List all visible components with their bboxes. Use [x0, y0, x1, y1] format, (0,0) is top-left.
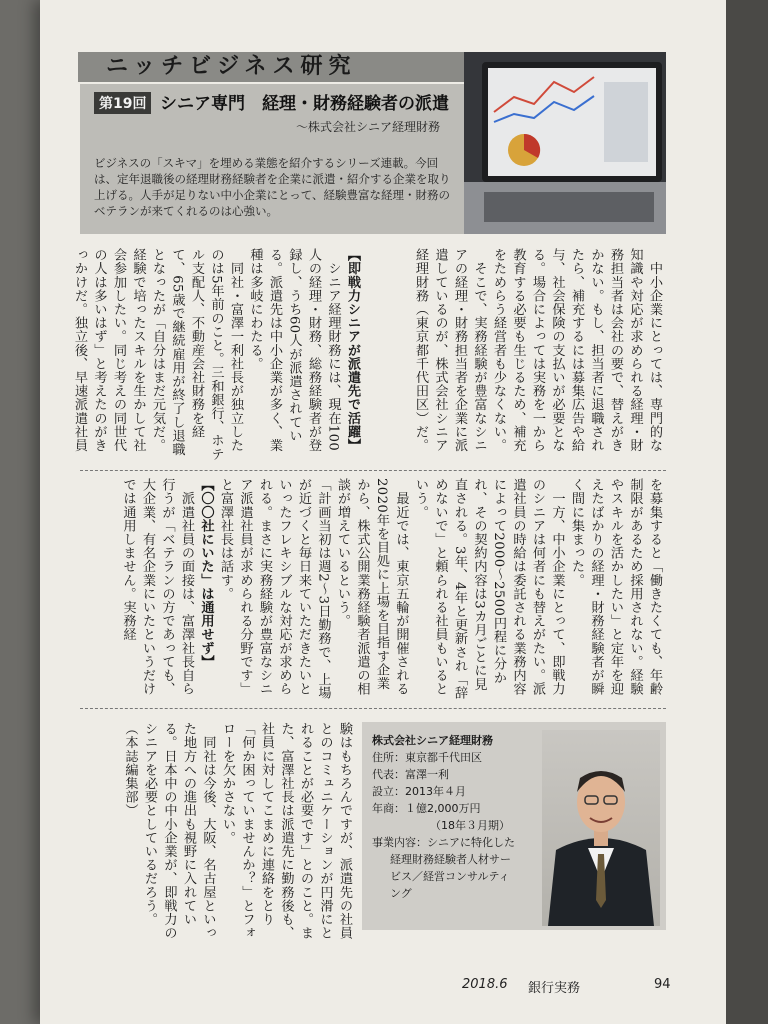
profile-business: 経理財務経験者人材サー [390, 853, 511, 866]
paragraph: 最近では、東京五輪が開催される2020年を目処に上場を目指す企業から、株式公開業務経験者派遣の相談が増えているという。 [335, 478, 409, 696]
paragraph: を募集すると「働きたくても、年齢制限があるため採用されない。経験やスキルを活かしたい」と定年を迎えたばかりの経理・財務経験者が瞬く間に集まった。 [569, 478, 662, 696]
lead-paragraph: ビジネスの「スキマ」を埋める業態を紹介するシリーズ連載。今回は、定年退職後の経理財務経験者を企業に派遣・紹介する企業を取り上げる。人手が足りない中小企業にとって、経験豊富な経理・財務のベテランが来てくれるのは心強い。 [94, 156, 451, 218]
article-column-upper-left [72, 248, 362, 464]
article-headline: シニア専門 経理・財務経験者の派遣 [160, 94, 449, 114]
footer-magazine: 銀行実務 [528, 981, 581, 996]
profile-revenue: 年商：１億2,000万円 [372, 802, 481, 815]
profile-revenue-period: （18年３月期） [430, 819, 510, 832]
paragraph: 同社は今後、大阪、名古屋といった地方への進出も視野に入れている。日本中の中小企業が、即戦力のシニアを必要としているだろう。 [142, 722, 216, 940]
byline: （本誌編集部） [122, 722, 138, 818]
company-subtitle: ～株式会社シニア経理財務 [296, 120, 441, 134]
article-column-upper-right [366, 248, 664, 464]
paragraph: シニア経理財務には、現在100人の経理・財務、総務経験者が登録し、うち60人が派遣されている。派遣先は中小企業が多く、業種は多岐にわたる。 [247, 248, 341, 452]
paragraph: 派遣社員の面接は、富澤社長自ら行うが「ベテランの方であっても、大企業、有名企業にいたというだけでは通用しません。実務経 [120, 478, 194, 696]
subheading: 【〇〇社にいた」は通用せず】 [198, 478, 214, 669]
footer-page-number: 94 [654, 977, 671, 992]
laptop-illustration [464, 52, 666, 234]
paragraph: 「計画当初は週2～3日勤務で、上場が近づくと毎日来ていただきたいといったフレキシブルな対応が求められる。まさに実務経験が豊富なシニア派遣社員が求められる分野です」と富澤社長は話す。 [218, 478, 331, 700]
profile-business: ビス／経営コンサルティ [390, 870, 510, 883]
article-column-middle [82, 478, 664, 700]
profile-address: 住所：東京都千代田区 [372, 751, 482, 764]
profile-business: ング [390, 887, 412, 900]
paragraph: 中小企業にとっては、専門的な知識や対応が求められる経理・財務担当者は会社の要で、替えがきかない。もし、担当者に退職されたら、補充するには募集広告や給与、社会保険の支払いが必要となる。場合によっては実務を一から教育する必要も生じるため、補充をためらう経営者も少なくない。 [491, 248, 662, 452]
subheading: 【即戦力シニアが派遣先で活躍】 [345, 248, 360, 452]
president-photo [542, 730, 660, 926]
column-divider [80, 708, 666, 709]
company-profile-text [372, 732, 542, 902]
laptop-photo [464, 52, 666, 234]
paragraph: 一方、中小企業にとって、即戦力のシニアは何者にも替えがたい。派遣社員の時給は委託される業務内容によって2000～2500円程に分かれ、その契約内容は3カ月ごとに見直される。3年、4年と更新され「辞めないで」と頼られる社員もいるという。 [413, 478, 565, 700]
profile-founded: 設立：2013年４月 [372, 785, 466, 798]
profile-company-name: 株式会社シニア経理財務 [372, 734, 493, 747]
issue-label: 第19回 [94, 92, 151, 114]
series-title: ニッチビジネス研究 [106, 54, 357, 79]
footer-issue: 2018.6 [462, 977, 508, 992]
article-column-bottom [82, 722, 354, 946]
paragraph: 同社・富澤一利社長が独立したのは5年前のこと。三和銀行、ホテル支配人、不動産会社財務を経て、65歳で継続雇用が終了し退職となったが「自分はまだ元気だ。経験で培ったスキルを生かして社会参加したい。同じ考えの同世代の人は多いはず」と考えたのがきっかけだ。独立後、早速派遣社員 [72, 248, 243, 461]
profile-representative: 代表：富澤一利 [372, 768, 449, 781]
profile-business: 事業内容：シニアに特化した [372, 836, 515, 849]
paragraph: そこで、実務経験が豊富なシニアの経理・財務担当者を企業に派遣しているのが、株式会社シニア経理財務（東京都千代田区）だ。 [413, 248, 487, 452]
company-profile-box [362, 722, 666, 930]
paragraph: 験はもちろんですが、派遣先の社員とのコミュニケーションが円滑にとれることが必要です」とのこと。また、富澤社長は派遣先に勤務後も、社員に対してこまめに連絡をとり「何か困っていませんか？」とフォローを欠かさない。 [220, 722, 352, 940]
column-divider [80, 470, 666, 471]
page-edge [726, 0, 768, 1024]
president-portrait [542, 730, 660, 926]
